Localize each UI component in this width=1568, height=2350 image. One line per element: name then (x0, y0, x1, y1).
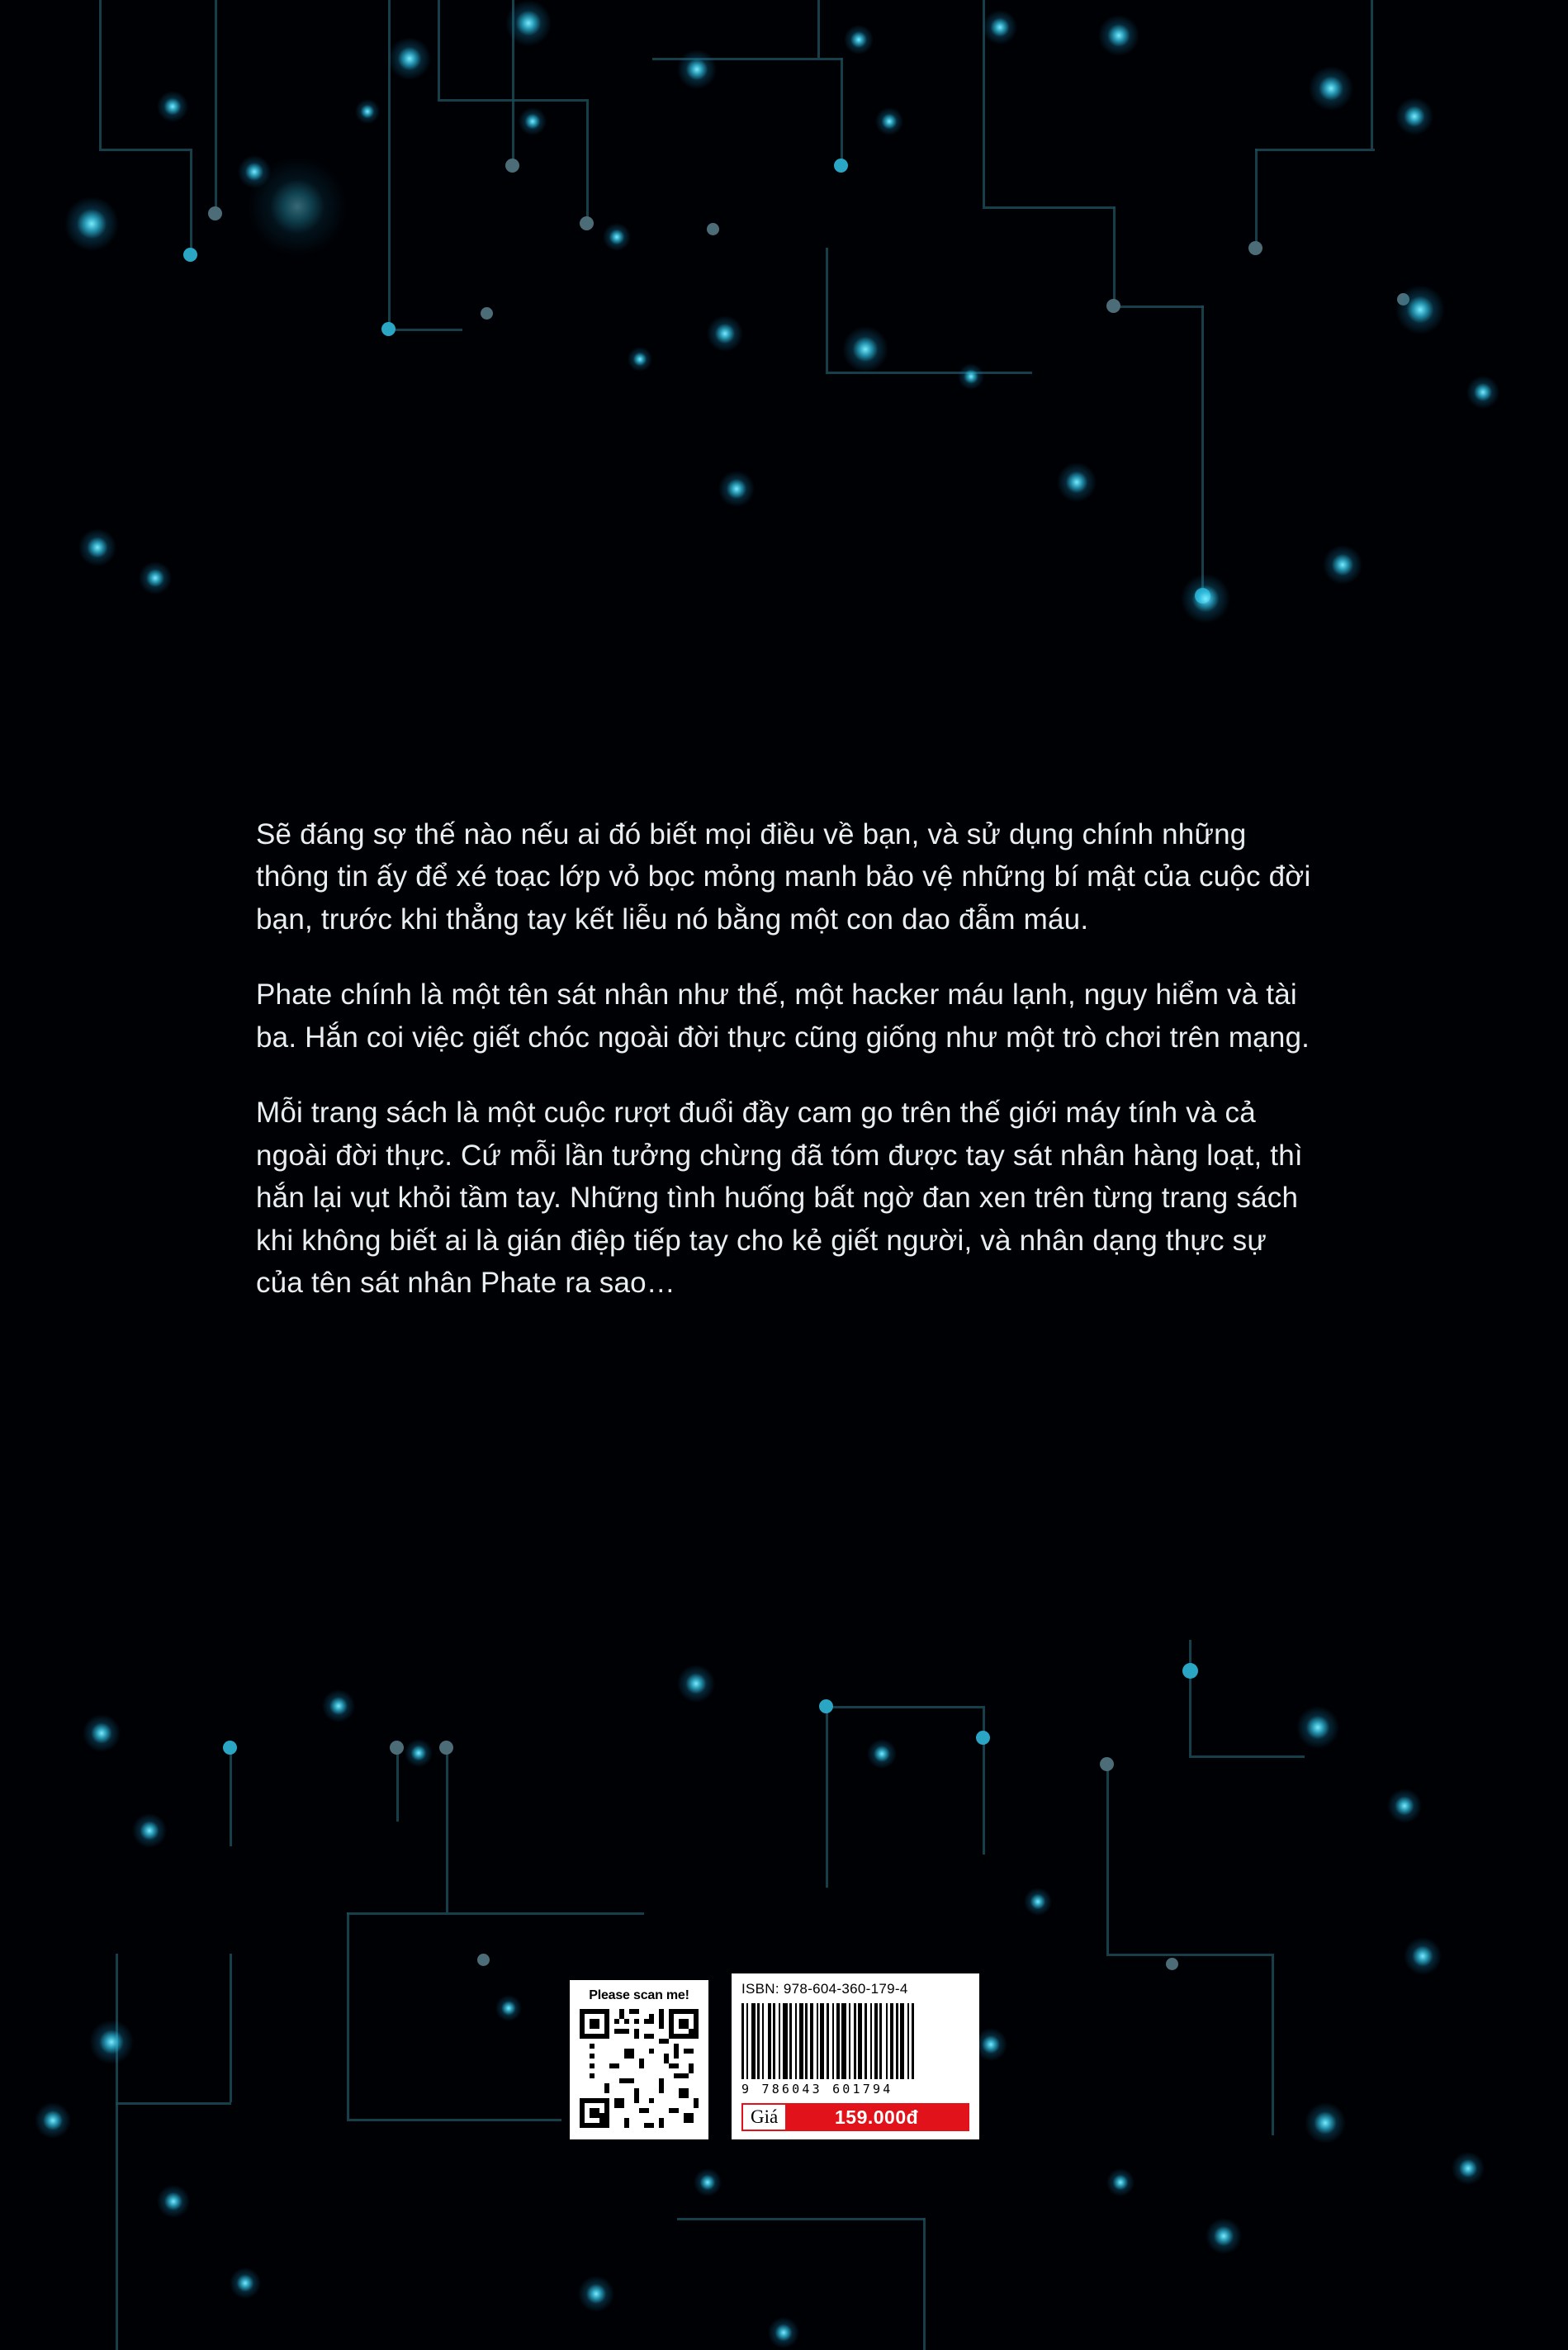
circuit-node (477, 1954, 490, 1966)
light-glow (1387, 1789, 1422, 1823)
circuit-trace (826, 1706, 828, 1888)
circuit-node (505, 159, 519, 173)
light-glow (1296, 1706, 1339, 1749)
light-glow (677, 1665, 715, 1703)
light-glow (78, 528, 116, 566)
circuit-node (1248, 241, 1262, 255)
blurb-paragraph-1: Sẽ đáng sợ thế nào nếu ai đó biết mọi điều về bạn, và sử dụng chính những thông tin ấy để xé toạc lớp vỏ bọc mỏng manh bảo vệ những bí mật của cuộc đời bạn, trước khi thẳng tay kết liễu nó bằng một con dao đẫm máu. (256, 818, 1311, 936)
circuit-trace (347, 2119, 561, 2121)
circuit-node (223, 1741, 237, 1755)
circuit-trace (826, 248, 828, 372)
light-glow (983, 10, 1017, 45)
circuit-trace (586, 99, 589, 223)
blurb-paragraph-3: Mỗi trang sách là một cuộc rượt đuổi đầy cam go trên thế giới máy tính và cả ngoài đời thực. Cứ mỗi lần tưởng chừng đã tóm được tay sát nhân hàng loạt, thì hắn lại vụt khỏi tầm tay. Những tình huống bất ngờ đan xen trên từng trang sách khi không biết ai là gián điệp tiếp tay cho kẻ giết người, và nhân dạng thực sự của tên sát nhân Phate ra sao… (256, 1097, 1303, 1299)
circuit-trace (116, 1954, 118, 2350)
qr-code-image[interactable] (580, 2009, 699, 2128)
light-glow (132, 1813, 167, 1848)
light-glow (495, 1995, 522, 2021)
light-glow (139, 561, 172, 595)
light-glow (322, 1689, 355, 1722)
light-glow (83, 1714, 121, 1752)
circuit-node (390, 1741, 404, 1755)
circuit-trace (512, 0, 514, 165)
barcode-image (741, 2003, 969, 2079)
circuit-node (1166, 1958, 1178, 1970)
light-glow (603, 223, 631, 251)
circuit-trace (230, 1747, 232, 1846)
qr-caption: Please scan me! (589, 1988, 689, 2002)
circuit-node (1106, 299, 1120, 313)
circuit-node (481, 307, 493, 320)
circuit-node (1195, 588, 1210, 604)
light-glow (505, 0, 552, 46)
circuit-trace (983, 0, 985, 206)
circuit-trace (388, 0, 391, 330)
circuit-trace (1106, 1954, 1272, 1956)
circuit-trace (652, 58, 842, 60)
light-glow (64, 197, 119, 251)
light-glow (958, 363, 984, 390)
circuit-trace (438, 0, 440, 99)
circuit-trace (1106, 1764, 1109, 1954)
circuit-trace (1255, 149, 1375, 151)
circuit-node (976, 1731, 990, 1745)
light-glow (35, 2102, 71, 2139)
light-glow (230, 2267, 261, 2299)
light-glow (1098, 15, 1139, 56)
light-glow (867, 1739, 897, 1769)
light-glow (1395, 97, 1433, 135)
circuit-trace (230, 1954, 232, 2102)
light-glow (238, 155, 271, 188)
circuit-trace (1201, 306, 1204, 595)
circuit-node (439, 1741, 453, 1755)
light-glow (718, 471, 755, 507)
light-glow (1309, 66, 1353, 111)
circuit-node (707, 223, 719, 235)
light-glow (628, 347, 652, 372)
light-glow (1323, 545, 1362, 585)
circuit-node (208, 206, 222, 220)
light-glow (248, 157, 347, 256)
circuit-trace (388, 329, 462, 331)
light-glow (519, 107, 547, 135)
light-glow (842, 326, 888, 372)
circuit-trace (983, 206, 1115, 209)
light-glow (1106, 2168, 1135, 2196)
light-glow (875, 107, 903, 135)
circuit-trace (99, 149, 190, 151)
light-glow (388, 37, 431, 80)
circuit-node (381, 322, 396, 336)
circuit-node (1100, 1757, 1114, 1771)
light-glow (1404, 1937, 1442, 1975)
light-glow (768, 2317, 799, 2348)
light-glow (974, 2028, 1007, 2061)
light-glow (1466, 376, 1499, 409)
light-glow (677, 50, 717, 89)
circuit-node (834, 159, 848, 173)
light-glow (1057, 462, 1097, 502)
circuit-node (819, 1699, 833, 1713)
circuit-trace (826, 372, 1032, 374)
light-glow (578, 2276, 614, 2312)
circuit-trace (215, 0, 217, 215)
circuit-trace (677, 2218, 925, 2220)
light-glow (1206, 2218, 1242, 2254)
circuit-trace (826, 1706, 983, 1708)
qr-code-card[interactable] (570, 1980, 708, 2139)
circuit-trace (99, 0, 102, 149)
barcode-digits: 9 786043 601794 (741, 2082, 893, 2097)
light-glow (1181, 574, 1230, 623)
light-glow (1305, 2102, 1346, 2144)
circuit-node (183, 248, 197, 262)
circuit-art-top (0, 0, 1568, 710)
circuit-trace (1113, 306, 1204, 308)
circuit-node (1397, 293, 1409, 306)
circuit-trace (1255, 149, 1258, 248)
light-glow (1395, 285, 1445, 334)
back-cover-blurb (256, 813, 1321, 1304)
codes-block (570, 1973, 979, 2139)
light-glow (89, 2020, 134, 2064)
light-glow (844, 25, 874, 54)
circuit-trace (347, 1912, 644, 1915)
circuit-trace (347, 1912, 349, 2119)
circuit-trace (1113, 206, 1116, 306)
circuit-trace (446, 1747, 448, 1912)
circuit-trace (1371, 0, 1373, 149)
price-label: Giá (743, 2105, 785, 2130)
light-glow (157, 91, 188, 122)
light-glow (355, 99, 380, 124)
light-glow (157, 2185, 190, 2218)
circuit-trace (1189, 1640, 1191, 1755)
blurb-paragraph-2: Phate chính là một tên sát nhân như thế, một hacker máu lạnh, nguy hiểm và tài ba. Hắn coi việc giết chóc ngoài đời thực cũng giống như một trò chơi trên mạng. (256, 978, 1310, 1054)
isbn-label: ISBN: 978-604-360-179-4 (741, 1981, 908, 1997)
light-glow (707, 315, 743, 352)
circuit-trace (1189, 1755, 1305, 1758)
isbn-barcode-card (732, 1973, 979, 2139)
light-glow (1452, 2152, 1485, 2185)
circuit-trace (438, 99, 586, 102)
circuit-trace (983, 1706, 985, 1855)
price-value: 159.000đ (785, 2105, 968, 2130)
circuit-trace (923, 2218, 926, 2350)
price-badge (741, 2103, 969, 2131)
light-glow (694, 2168, 722, 2196)
circuit-trace (1272, 1954, 1274, 2135)
light-glow (405, 1739, 433, 1767)
circuit-trace (817, 0, 820, 58)
circuit-node (580, 216, 594, 230)
light-glow (1024, 1888, 1052, 1916)
circuit-trace (116, 2102, 231, 2105)
circuit-trace (841, 58, 843, 165)
circuit-trace (396, 1747, 399, 1822)
circuit-trace (190, 149, 192, 256)
circuit-node (1182, 1663, 1198, 1679)
